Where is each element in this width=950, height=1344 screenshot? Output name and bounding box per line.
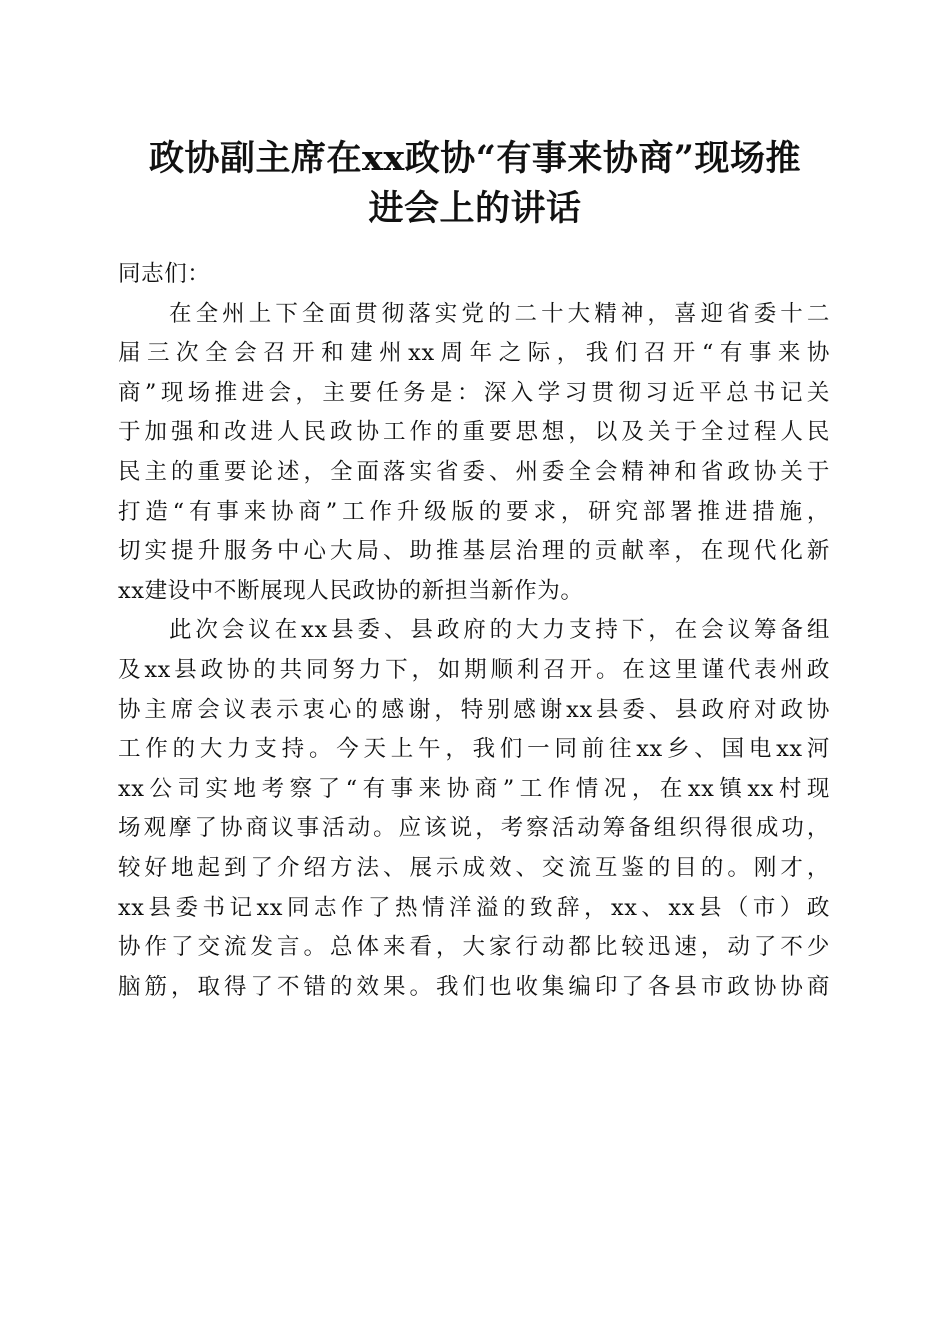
salutation: 同志们： xyxy=(118,261,211,287)
paragraph-line: 届三次全会召开和建州xx周年之际，我们召开“有事来协 xyxy=(118,340,830,367)
paragraph-2 xyxy=(118,611,830,1007)
paragraph-line: 场观摩了协商议事活动。应该说，考察活动筹备组织得很成功， xyxy=(118,815,830,842)
paragraph-line: 民主的重要论述，全面落实省委、州委全会精神和省政协关于 xyxy=(118,458,830,485)
title-line-2: 进会上的讲话 xyxy=(368,188,582,229)
document-body xyxy=(118,255,830,1007)
paragraph-line: 较好地起到了介绍方法、展示成效、交流互鉴的目的。刚才， xyxy=(118,854,830,881)
paragraph-line: 协作了交流发言。总体来看，大家行动都比较迅速，动了不少 xyxy=(118,934,830,961)
paragraph-line: 商”现场推进会，主要任务是：深入学习贯彻习近平总书记关 xyxy=(118,379,830,406)
document-title xyxy=(100,134,850,234)
paragraph-line: 切实提升服务中心大局、助推基层治理的贡献率，在现代化新 xyxy=(118,538,830,565)
paragraph-line: 工作的大力支持。今天上午，我们一同前往xx乡、国电xx河 xyxy=(118,736,830,763)
paragraph-line: 打造“有事来协商”工作升级版的要求，研究部署推进措施， xyxy=(118,498,830,525)
paragraph-line: 于加强和改进人民政协工作的重要思想，以及关于全过程人民 xyxy=(118,419,830,446)
paragraph-line: 及xx县政协的共同努力下，如期顺利召开。在这里谨代表州政 xyxy=(118,656,830,683)
paragraph-1 xyxy=(118,295,830,612)
paragraph-line: 此次会议在xx县委、县政府的大力支持下，在会议筹备组 xyxy=(169,617,830,644)
paragraph-line: xx公司实地考察了“有事来协商”工作情况，在xx镇xx村现 xyxy=(118,775,830,802)
paragraph-line: 在全州上下全面贯彻落实党的二十大精神，喜迎省委十二 xyxy=(169,300,830,327)
paragraph-line: xx县委书记xx同志作了热情洋溢的致辞，xx、xx县（市）政 xyxy=(118,894,830,921)
paragraph-line: 脑筋，取得了不错的效果。我们也收集编印了各县市政协协商 xyxy=(118,973,830,1000)
paragraph-line: 协主席会议表示衷心的感谢，特别感谢xx县委、县政府对政协 xyxy=(118,696,830,723)
title-line-1: 政协副主席在xx政协“有事来协商”现场推 xyxy=(149,138,801,179)
paragraph-line: xx建设中不断展现人民政协的新担当新作为。 xyxy=(118,577,584,604)
